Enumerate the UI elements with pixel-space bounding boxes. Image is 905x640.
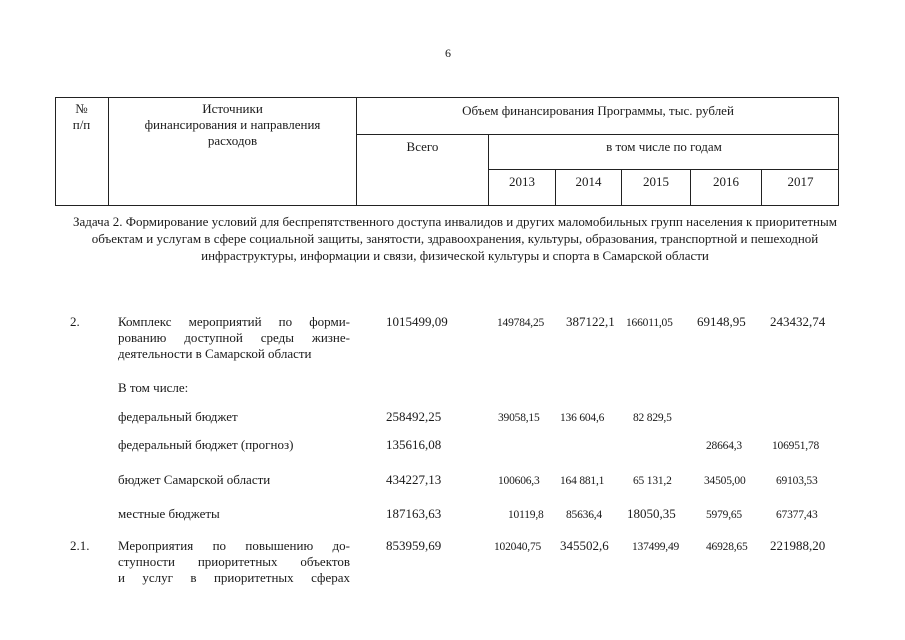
header-year-2015: 2015 <box>643 174 669 189</box>
cell-2015: 18050,35 <box>627 506 676 521</box>
row-number: 2. <box>70 314 80 329</box>
header-col-sources <box>109 101 356 149</box>
task-title: Задача 2. Формирование условий для беспрепятственного доступа инвалидов и других маломобильных групп населения к приоритетным объектам и услугам в сфере социальной защиты, занятости, здравоохранения, культуры, образования, транспортной и пешеходной инфраструктуры, информации и связи, физической культуры и спорта в Самарской области <box>73 214 837 263</box>
cell-2017: 67377,43 <box>776 509 818 521</box>
row-description-line: и услуг в приоритетных сферах <box>118 570 350 585</box>
row-description-line: ступности приоритетных объектов <box>118 554 350 569</box>
cell-2016: 5979,65 <box>706 509 742 521</box>
header-col-volume: Объем финансирования Программы, тыс. рублей <box>462 103 734 118</box>
row-description <box>118 314 350 362</box>
cell-2013: 10119,8 <box>508 509 544 521</box>
row-description: бюджет Самарской области <box>118 472 271 487</box>
cell-2017: 243432,74 <box>770 314 826 329</box>
cell-2013: 149784,25 <box>497 317 545 329</box>
cell-2017: 221988,20 <box>770 538 826 553</box>
header-col-num-line2: п/п <box>72 117 91 132</box>
cell-2014: 164 881,1 <box>560 475 605 487</box>
header-year-2017: 2017 <box>787 174 814 189</box>
cell-total: 434227,13 <box>386 472 442 487</box>
row-description-line: деятельности в Самарской области <box>118 346 312 361</box>
cell-2016: 34505,00 <box>704 475 746 487</box>
cell-2017: 106951,78 <box>772 440 820 452</box>
row-description <box>118 538 350 586</box>
cell-2014: 85636,4 <box>566 509 602 521</box>
header-divider <box>488 169 839 170</box>
header-year-2014: 2014 <box>575 174 602 189</box>
cell-2017: 69103,53 <box>776 475 818 487</box>
cell-2016: 46928,65 <box>706 541 748 553</box>
header-divider <box>356 134 839 135</box>
cell-2013: 102040,75 <box>494 541 542 553</box>
row-description: федеральный бюджет (прогноз) <box>118 437 294 452</box>
cell-total: 187163,63 <box>386 506 442 521</box>
cell-2013: 100606,3 <box>498 475 540 487</box>
cell-2015: 137499,49 <box>632 541 680 553</box>
row-number: 2.1. <box>70 538 90 553</box>
cell-total: 853959,69 <box>386 538 442 553</box>
row-description: федеральный бюджет <box>118 409 238 424</box>
cell-2013: 39058,15 <box>498 412 540 424</box>
cell-2014: 345502,6 <box>560 538 609 553</box>
header-year-2013: 2013 <box>509 174 535 189</box>
cell-total: 258492,25 <box>386 409 442 424</box>
row-description-line: Комплекс мероприятий по форми- <box>118 314 350 329</box>
row-description: В том числе: <box>118 380 189 395</box>
header-col-num <box>55 101 108 133</box>
header-col-num-line1: № <box>75 101 88 116</box>
header-col-total: Всего <box>406 139 439 154</box>
page-number: 6 <box>445 46 451 60</box>
header-col-by-years: в том числе по годам <box>606 139 722 154</box>
header-col-sources-line2: финансирования и направления <box>144 117 321 132</box>
cell-2015: 82 829,5 <box>633 412 672 424</box>
cell-total: 1015499,09 <box>386 314 448 329</box>
cell-total: 135616,08 <box>386 437 442 452</box>
header-col-sources-line3: расходов <box>207 133 258 148</box>
cell-2016: 69148,95 <box>697 314 746 329</box>
header-year-2016: 2016 <box>713 174 739 189</box>
cell-2016: 28664,3 <box>706 440 742 452</box>
cell-2015: 166011,05 <box>626 317 673 329</box>
cell-2014: 136 604,6 <box>560 412 605 424</box>
row-description: местные бюджеты <box>118 506 220 521</box>
row-description-line: рованию доступной среды жизне- <box>118 330 350 345</box>
cell-2015: 65 131,2 <box>633 475 672 487</box>
cell-2014: 387122,1 <box>566 314 615 329</box>
header-col-sources-line1: Источники <box>202 101 263 116</box>
row-description-line: Мероприятия по повышению до- <box>118 538 350 553</box>
